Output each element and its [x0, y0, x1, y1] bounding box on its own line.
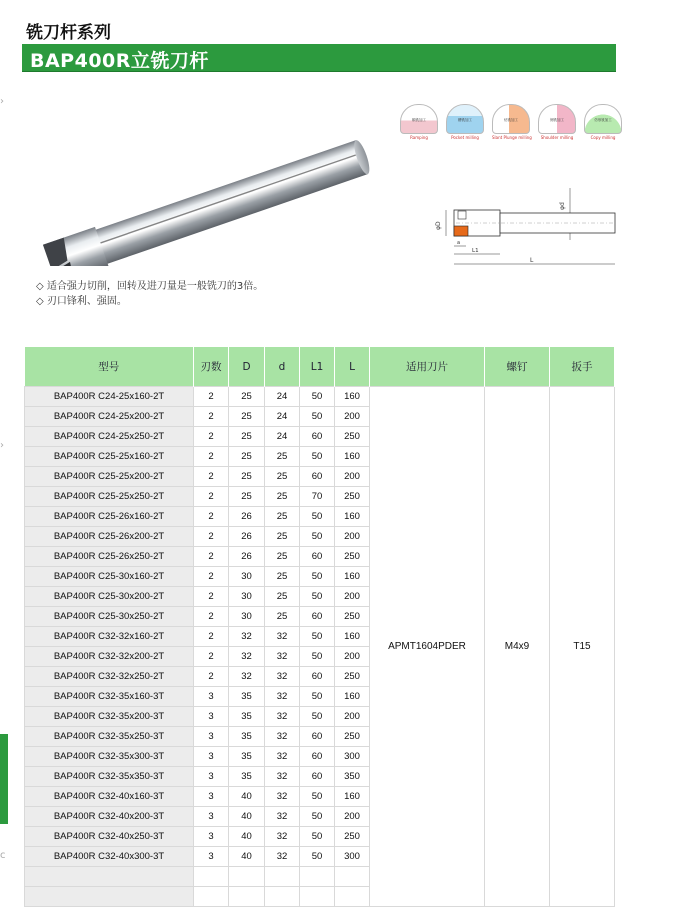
cell-D: 30 — [229, 567, 265, 587]
product-title-bar — [22, 44, 616, 71]
cell-D: 25 — [229, 467, 265, 487]
cell-flutes: 3 — [194, 747, 229, 767]
cell-flutes: 3 — [194, 847, 229, 867]
operation-caption: 槽铣加工 — [458, 118, 472, 122]
cell-L: 200 — [335, 407, 370, 427]
cell-model: BAP400R C25-25x250-2T — [25, 487, 194, 507]
l1-label: L1 — [472, 248, 479, 254]
cell-model: BAP400R C25-30x200-2T — [25, 587, 194, 607]
empty-cell — [229, 867, 265, 887]
cell-D: 32 — [229, 667, 265, 687]
cell-D: 32 — [229, 627, 265, 647]
header-flutes: 刃数 — [194, 347, 229, 387]
cell-d: 32 — [265, 627, 300, 647]
cell-d: 32 — [265, 707, 300, 727]
cell-insert: APMT1604PDER — [370, 387, 485, 907]
feature-list — [36, 279, 263, 309]
header-wrench: 扳手 — [550, 347, 615, 387]
cell-model: BAP400R C25-25x200-2T — [25, 467, 194, 487]
cell-L1: 50 — [300, 587, 335, 607]
cell-L: 350 — [335, 767, 370, 787]
cell-screw: M4x9 — [485, 387, 550, 907]
cell-L: 250 — [335, 827, 370, 847]
cell-flutes: 2 — [194, 387, 229, 407]
operation-caption: 侧铣加工 — [550, 118, 564, 122]
cell-flutes: 2 — [194, 567, 229, 587]
cell-wrench: T15 — [550, 387, 615, 907]
cell-model: BAP400R C25-25x160-2T — [25, 447, 194, 467]
header-model: 型号 — [25, 347, 194, 387]
empty-cell — [265, 867, 300, 887]
cell-D: 26 — [229, 527, 265, 547]
cell-L1: 50 — [300, 647, 335, 667]
cell-model: BAP400R C25-26x250-2T — [25, 547, 194, 567]
cell-d: 32 — [265, 727, 300, 747]
product-title: BAP400R立铣刀杆 — [30, 50, 209, 72]
feature-item: ◇ 适合强力切削，回转及进刀量是一般铣刀的3倍。 — [36, 281, 264, 292]
operation-caption: 仿形铣加工 — [594, 118, 612, 122]
cell-D: 35 — [229, 687, 265, 707]
cell-d: 32 — [265, 827, 300, 847]
cell-L: 250 — [335, 427, 370, 447]
cell-L1: 50 — [300, 407, 335, 427]
cell-flutes: 2 — [194, 667, 229, 687]
header-screw: 螺钉 — [485, 347, 550, 387]
cell-d: 24 — [265, 387, 300, 407]
cell-L1: 50 — [300, 447, 335, 467]
cell-d: 32 — [265, 807, 300, 827]
cell-model: BAP400R C32-32x200-2T — [25, 647, 194, 667]
cell-model: BAP400R C32-32x160-2T — [25, 627, 194, 647]
cell-L1: 70 — [300, 487, 335, 507]
empty-cell — [335, 887, 370, 907]
cell-d: 25 — [265, 547, 300, 567]
cell-flutes: 2 — [194, 587, 229, 607]
page-edge-strip — [0, 734, 8, 824]
cell-D: 40 — [229, 787, 265, 807]
cell-L1: 50 — [300, 507, 335, 527]
cell-L: 300 — [335, 747, 370, 767]
cell-model: BAP400R C32-35x250-3T — [25, 727, 194, 747]
cell-D: 35 — [229, 707, 265, 727]
a-label: a — [457, 240, 461, 246]
cell-model: BAP400R C32-40x200-3T — [25, 807, 194, 827]
cell-model: BAP400R C32-40x160-3T — [25, 787, 194, 807]
cell-L1: 50 — [300, 847, 335, 867]
cell-D: 40 — [229, 847, 265, 867]
cell-L: 250 — [335, 727, 370, 747]
spec-table — [24, 347, 615, 907]
cell-L: 160 — [335, 567, 370, 587]
cell-L1: 60 — [300, 727, 335, 747]
cell-flutes: 2 — [194, 627, 229, 647]
cell-L: 200 — [335, 807, 370, 827]
cell-D: 26 — [229, 507, 265, 527]
cell-flutes: 3 — [194, 767, 229, 787]
table-row — [25, 387, 615, 407]
cell-L1: 60 — [300, 547, 335, 567]
cell-d: 25 — [265, 447, 300, 467]
l-label: L — [530, 257, 534, 264]
empty-cell — [229, 887, 265, 907]
cell-L1: 50 — [300, 787, 335, 807]
cell-flutes: 3 — [194, 707, 229, 727]
cell-L1: 50 — [300, 567, 335, 587]
cell-flutes: 2 — [194, 467, 229, 487]
cell-D: 25 — [229, 447, 265, 467]
empty-cell — [300, 867, 335, 887]
cell-L1: 50 — [300, 807, 335, 827]
cell-flutes: 2 — [194, 527, 229, 547]
cell-D: 30 — [229, 607, 265, 627]
small-diameter-label: φd — [559, 202, 566, 210]
cell-L: 250 — [335, 487, 370, 507]
cell-L: 200 — [335, 467, 370, 487]
series-title: 铣刀杆系列 — [26, 23, 111, 43]
cell-D: 35 — [229, 727, 265, 747]
cell-flutes: 2 — [194, 507, 229, 527]
binding-mark: c — [0, 850, 6, 861]
cell-flutes: 2 — [194, 487, 229, 507]
cell-d: 24 — [265, 407, 300, 427]
cell-L1: 50 — [300, 627, 335, 647]
empty-cell — [25, 887, 194, 907]
cell-model: BAP400R C25-26x200-2T — [25, 527, 194, 547]
operation-icons — [400, 104, 622, 152]
cell-L1: 60 — [300, 667, 335, 687]
dimension-drawing — [420, 180, 620, 270]
operation-label: Pocket milling — [451, 135, 479, 140]
table-header-row — [25, 347, 615, 387]
cell-model: BAP400R C32-40x300-3T — [25, 847, 194, 867]
operation-label: Ramping — [410, 135, 428, 140]
header-L: L — [335, 347, 370, 387]
cell-L: 300 — [335, 847, 370, 867]
cell-L1: 60 — [300, 427, 335, 447]
cell-L: 200 — [335, 587, 370, 607]
cell-L: 250 — [335, 667, 370, 687]
cell-L: 200 — [335, 707, 370, 727]
cell-flutes: 3 — [194, 827, 229, 847]
cell-flutes: 2 — [194, 407, 229, 427]
cell-flutes: 2 — [194, 427, 229, 447]
copy-milling-icon — [584, 104, 622, 140]
cell-L: 160 — [335, 787, 370, 807]
cell-L: 160 — [335, 507, 370, 527]
cell-flutes: 2 — [194, 547, 229, 567]
cell-model: BAP400R C24-25x200-2T — [25, 407, 194, 427]
cell-model: BAP400R C32-35x300-3T — [25, 747, 194, 767]
operation-caption: 顺铣加工 — [412, 118, 426, 122]
cell-D: 32 — [229, 647, 265, 667]
cell-L1: 50 — [300, 387, 335, 407]
cell-L: 200 — [335, 527, 370, 547]
header-D: D — [229, 347, 265, 387]
binding-mark: › — [0, 440, 4, 451]
operation-label: Shoulder milling — [540, 135, 574, 140]
cell-D: 25 — [229, 407, 265, 427]
cell-L: 250 — [335, 607, 370, 627]
cell-d: 32 — [265, 847, 300, 867]
cell-d: 32 — [265, 687, 300, 707]
cell-model: BAP400R C32-32x250-2T — [25, 667, 194, 687]
cell-D: 40 — [229, 807, 265, 827]
cell-D: 25 — [229, 487, 265, 507]
shoulder-milling-icon — [538, 104, 576, 140]
cell-d: 25 — [265, 587, 300, 607]
cell-flutes: 2 — [194, 447, 229, 467]
cell-d: 25 — [265, 527, 300, 547]
cell-d: 25 — [265, 507, 300, 527]
binding-mark: › — [0, 96, 4, 107]
cell-d: 25 — [265, 607, 300, 627]
empty-cell — [265, 887, 300, 907]
cell-L1: 50 — [300, 827, 335, 847]
cell-model: BAP400R C32-35x200-3T — [25, 707, 194, 727]
empty-cell — [194, 867, 229, 887]
empty-cell — [194, 887, 229, 907]
ramping-icon — [400, 104, 438, 140]
cell-d: 25 — [265, 487, 300, 507]
cell-d: 32 — [265, 667, 300, 687]
cell-model: BAP400R C25-26x160-2T — [25, 507, 194, 527]
cell-model: BAP400R C24-25x160-2T — [25, 387, 194, 407]
empty-cell — [300, 887, 335, 907]
cell-D: 26 — [229, 547, 265, 567]
cell-L1: 60 — [300, 607, 335, 627]
cell-L: 160 — [335, 687, 370, 707]
cell-d: 32 — [265, 647, 300, 667]
cell-L: 160 — [335, 447, 370, 467]
header-L1: L1 — [300, 347, 335, 387]
feature-item: ◇ 刃口锋利、强固。 — [36, 296, 127, 307]
cell-flutes: 3 — [194, 807, 229, 827]
cell-L1: 50 — [300, 707, 335, 727]
header-insert: 适用刀片 — [370, 347, 485, 387]
cell-d: 25 — [265, 567, 300, 587]
cell-flutes: 3 — [194, 727, 229, 747]
cell-d: 32 — [265, 747, 300, 767]
operation-label: Slant Plunge milling — [492, 135, 532, 140]
operation-label: Copy milling — [590, 135, 616, 140]
cell-model: BAP400R C25-30x250-2T — [25, 607, 194, 627]
operation-caption: 钻铣加工 — [504, 118, 518, 122]
cell-model: BAP400R C32-35x160-3T — [25, 687, 194, 707]
cell-L1: 60 — [300, 747, 335, 767]
cell-model: BAP400R C24-25x250-2T — [25, 427, 194, 447]
cell-model: BAP400R C32-40x250-3T — [25, 827, 194, 847]
cell-D: 35 — [229, 767, 265, 787]
tool-holder-photo — [30, 136, 380, 266]
cell-D: 35 — [229, 747, 265, 767]
cell-D: 25 — [229, 427, 265, 447]
pocket-milling-icon — [446, 104, 484, 140]
cell-L: 200 — [335, 647, 370, 667]
cell-d: 32 — [265, 767, 300, 787]
cell-flutes: 2 — [194, 647, 229, 667]
cell-L1: 60 — [300, 467, 335, 487]
cell-model: BAP400R C32-35x350-3T — [25, 767, 194, 787]
cell-D: 30 — [229, 587, 265, 607]
cell-L1: 60 — [300, 767, 335, 787]
cell-L1: 50 — [300, 687, 335, 707]
cell-L: 250 — [335, 547, 370, 567]
cutting-diameter-label: φD — [435, 221, 442, 230]
cell-model: BAP400R C25-30x160-2T — [25, 567, 194, 587]
cell-L: 160 — [335, 387, 370, 407]
cell-d: 32 — [265, 787, 300, 807]
cell-flutes: 3 — [194, 787, 229, 807]
empty-cell — [25, 867, 194, 887]
plunge-milling-icon — [492, 104, 530, 140]
header-d: d — [265, 347, 300, 387]
cell-d: 24 — [265, 427, 300, 447]
cell-L: 160 — [335, 627, 370, 647]
cell-D: 25 — [229, 387, 265, 407]
cell-d: 25 — [265, 467, 300, 487]
cell-flutes: 2 — [194, 607, 229, 627]
cell-D: 40 — [229, 827, 265, 847]
empty-cell — [335, 867, 370, 887]
cell-flutes: 3 — [194, 687, 229, 707]
cell-L1: 50 — [300, 527, 335, 547]
